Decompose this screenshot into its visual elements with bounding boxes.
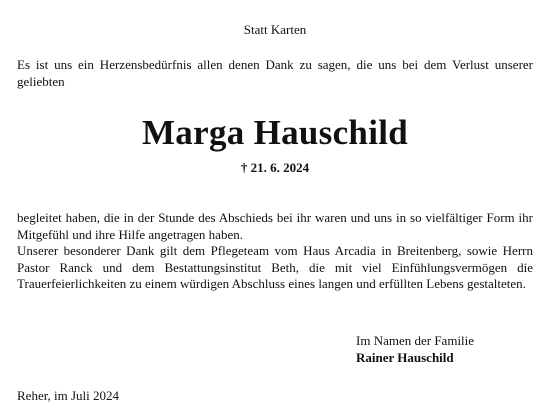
place-date: Reher, im Juli 2024 <box>17 388 120 403</box>
deceased-name: Marga Hauschild <box>141 113 409 152</box>
intro-text: Es ist uns ein Herzensbedürfnis allen denen Dank zu sagen, die uns bei dem Verlust unserer geliebten <box>17 57 533 89</box>
body-paragraph-2: Unserer besonderer Dank gilt dem Pflegeteam vom Haus Arcadia in Breitenberg, sowie Herrn Pastor Ranck und dem Bestattungsinstitut Beth, die mit viel Einfühlungsvermögen die Trauerfeierlichkeiten zu einem würdigen Abschluss eines langen und erfüllten Lebens gestalteten. <box>17 243 533 291</box>
signature-line: Im Namen der Familie <box>356 333 475 348</box>
body-paragraph-1: begleitet haben, die in der Stunde des Abschieds bei ihr waren und uns in so vielfältiger Form ihr Mitgefühl und ihre Hilfe angetragen haben. <box>17 210 533 242</box>
header-text: Statt Karten <box>243 22 307 37</box>
signature-block <box>356 333 474 366</box>
intro-paragraph <box>17 57 533 90</box>
death-date: † 21. 6. 2024 <box>240 160 310 175</box>
signature-name: Rainer Hauschild <box>356 349 454 365</box>
body-text <box>17 210 533 293</box>
